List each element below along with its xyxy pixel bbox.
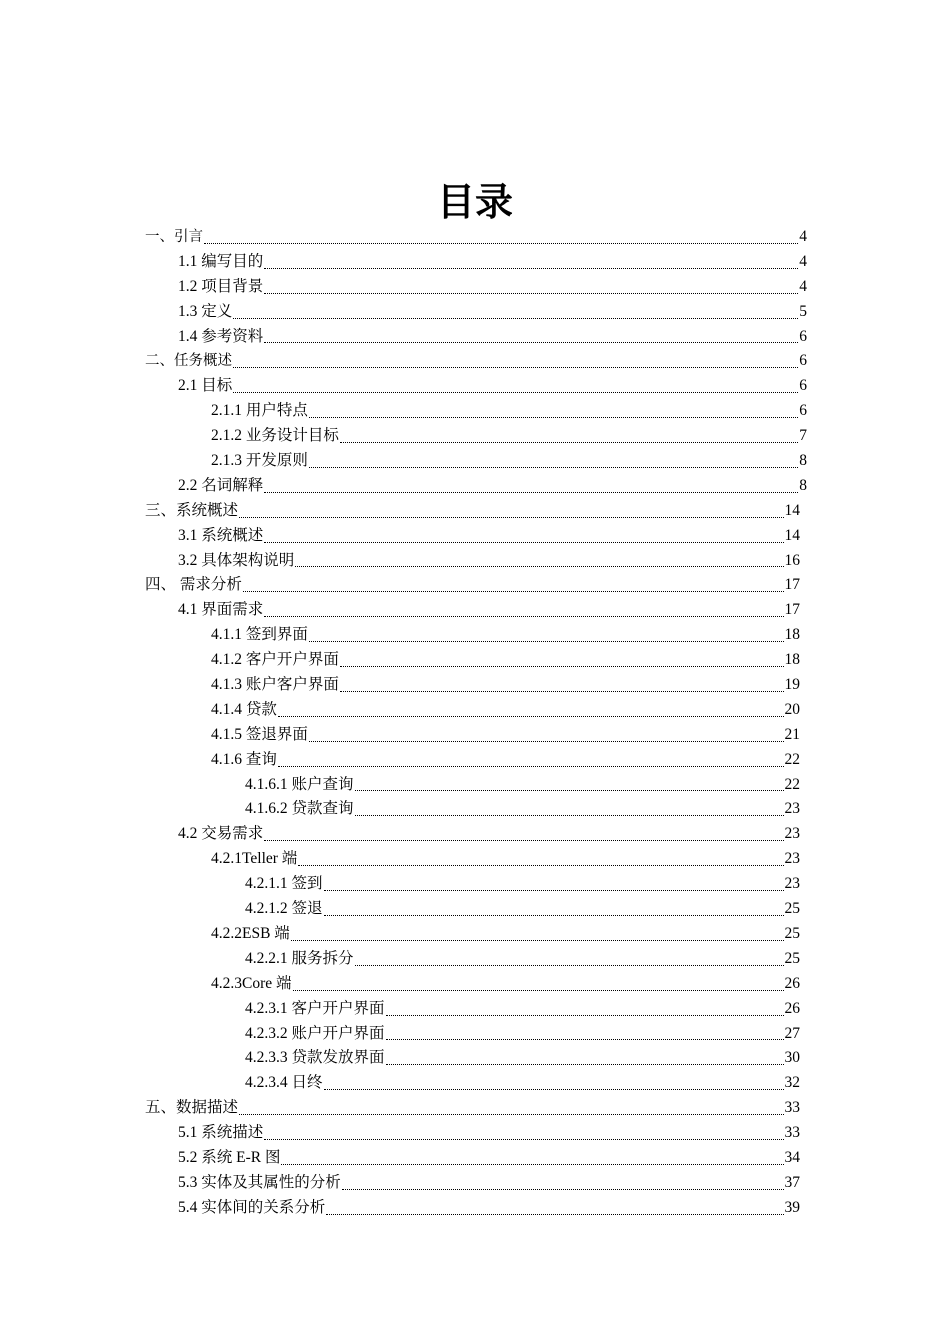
toc-entry-label: 三、系统概述 (145, 501, 239, 519)
toc-entry-label: 五、数据描述 (145, 1099, 239, 1117)
toc-entry-label: 3.1 系统概述 (178, 526, 264, 544)
toc-entry-label: 2.1.3 开发原则 (211, 452, 308, 470)
toc-entry-page-number: 34 (784, 1148, 800, 1166)
toc-entry[interactable] (0, 1022, 950, 1047)
toc-entry[interactable] (0, 997, 950, 1022)
table-of-contents (0, 225, 950, 1221)
toc-entry-page-number: 16 (784, 551, 800, 569)
toc-entry[interactable] (0, 399, 950, 424)
toc-dot-leader (264, 325, 798, 350)
toc-entry-page-number: 23 (784, 875, 800, 893)
toc-dot-leader (233, 349, 798, 374)
toc-entry[interactable] (0, 374, 950, 399)
toc-entry-label: 一、引言 (145, 229, 203, 245)
toc-entry-label: 4.2.1Teller 端 (211, 850, 298, 868)
toc-entry[interactable] (0, 499, 950, 524)
toc-dot-leader (309, 399, 798, 424)
toc-entry-label: 4.2.1.1 签到 (245, 875, 323, 893)
toc-entry[interactable] (0, 648, 950, 673)
toc-entry-label: 4.1.2 客户开户界面 (211, 651, 339, 669)
toc-entry-page-number: 32 (784, 1074, 800, 1092)
toc-entry-page-number: 39 (784, 1198, 800, 1216)
toc-entry-label: 4.2.3.1 客户开户界面 (245, 999, 385, 1017)
toc-entry-page-number: 21 (784, 725, 800, 743)
page-title: 目录 (436, 180, 513, 224)
toc-dot-leader (264, 474, 798, 499)
toc-dot-leader (281, 1146, 783, 1171)
toc-dot-leader (309, 449, 798, 474)
toc-dot-leader (239, 499, 783, 524)
toc-dot-leader (291, 922, 784, 947)
toc-dot-leader (340, 648, 784, 673)
toc-entry-label: 5.2 系统 E-R 图 (178, 1148, 281, 1166)
toc-entry[interactable] (0, 225, 950, 250)
toc-entry-label: 4.1.6.1 账户查询 (245, 775, 354, 793)
toc-entry-page-number: 18 (784, 626, 800, 644)
toc-dot-leader (355, 797, 784, 822)
toc-entry[interactable] (0, 897, 950, 922)
toc-entry[interactable] (0, 549, 950, 574)
toc-entry[interactable] (0, 1096, 950, 1121)
toc-dot-leader (264, 1121, 783, 1146)
toc-entry[interactable] (0, 449, 950, 474)
toc-entry[interactable] (0, 872, 950, 897)
toc-entry[interactable] (0, 1196, 950, 1221)
toc-entry[interactable] (0, 1046, 950, 1071)
toc-dot-leader (233, 300, 798, 325)
toc-dot-leader (324, 872, 784, 897)
toc-dot-leader (340, 673, 784, 698)
toc-entry-label: 二、任务概述 (145, 353, 232, 370)
toc-entry-page-number: 17 (784, 601, 800, 619)
toc-entry-page-number: 25 (784, 924, 800, 942)
toc-entry-page-number: 26 (784, 999, 800, 1017)
toc-entry-page-number: 7 (799, 427, 807, 445)
toc-entry-label: 4.2.2.1 服务拆分 (245, 949, 354, 967)
toc-entry[interactable] (0, 847, 950, 872)
toc-entry-page-number: 30 (784, 1049, 800, 1067)
toc-dot-leader (293, 972, 784, 997)
toc-entry[interactable] (0, 922, 950, 947)
toc-dot-leader (239, 1096, 783, 1121)
toc-entry[interactable] (0, 598, 950, 623)
toc-dot-leader (264, 598, 783, 623)
toc-entry-page-number: 18 (784, 651, 800, 669)
toc-entry[interactable] (0, 325, 950, 350)
toc-dot-leader (264, 275, 798, 300)
toc-entry[interactable] (0, 300, 950, 325)
toc-entry-page-number: 8 (799, 476, 807, 494)
toc-entry-page-number: 23 (784, 850, 800, 868)
toc-entry-page-number: 6 (799, 402, 807, 420)
toc-entry-label: 4.2.3.3 贷款发放界面 (245, 1049, 385, 1067)
toc-dot-leader (342, 1171, 784, 1196)
toc-entry-label: 4.2.2ESB 端 (211, 924, 290, 942)
toc-entry[interactable] (0, 947, 950, 972)
toc-entry-page-number: 25 (784, 949, 800, 967)
toc-entry-page-number: 23 (784, 800, 800, 818)
toc-dot-leader (355, 947, 784, 972)
toc-dot-leader (324, 897, 784, 922)
toc-entry-page-number: 17 (784, 576, 800, 594)
toc-dot-leader (264, 524, 783, 549)
toc-entry[interactable] (0, 797, 950, 822)
toc-entry-label: 3.2 具体架构说明 (178, 551, 295, 569)
toc-dot-leader (309, 723, 784, 748)
toc-entry-page-number: 4 (799, 228, 807, 245)
toc-dot-leader (295, 549, 783, 574)
toc-entry[interactable] (0, 773, 950, 798)
toc-entry-page-number: 14 (784, 526, 800, 544)
toc-entry[interactable] (0, 822, 950, 847)
toc-entry-label: 1.1 编写目的 (178, 252, 264, 270)
toc-entry[interactable] (0, 673, 950, 698)
toc-entry-label: 4.2.3.2 账户开户界面 (245, 1024, 385, 1042)
toc-entry-page-number: 4 (799, 252, 807, 270)
toc-entry[interactable] (0, 623, 950, 648)
toc-dot-leader (326, 1196, 783, 1221)
toc-entry-page-number: 4 (799, 277, 807, 295)
toc-entry-label: 4.2.3.4 日终 (245, 1074, 323, 1092)
toc-entry-page-number: 27 (784, 1024, 800, 1042)
toc-entry-page-number: 8 (799, 452, 807, 470)
toc-entry-label: 4.1.6 查询 (211, 750, 277, 768)
toc-entry-page-number: 25 (784, 900, 800, 918)
toc-entry-page-number: 37 (784, 1173, 800, 1191)
toc-entry[interactable] (0, 524, 950, 549)
toc-dot-leader (243, 573, 784, 598)
toc-entry-label: 4.2.1.2 签退 (245, 900, 323, 918)
toc-dot-leader (278, 698, 784, 723)
toc-entry-label: 4.1.5 签退界面 (211, 725, 308, 743)
toc-entry[interactable] (0, 723, 950, 748)
toc-entry-label: 2.2 名词解释 (178, 476, 264, 494)
toc-dot-leader (340, 424, 798, 449)
toc-entry-label: 5.4 实体间的关系分析 (178, 1198, 326, 1216)
toc-dot-leader (386, 1022, 784, 1047)
toc-entry-label: 5.3 实体及其属性的分析 (178, 1173, 341, 1191)
toc-entry-label: 1.3 定义 (178, 302, 233, 320)
toc-entry-label: 4.1.4 贷款 (211, 700, 277, 718)
toc-entry[interactable] (0, 349, 950, 374)
toc-entry-label: 4.1.6.2 贷款查询 (245, 800, 354, 818)
toc-entry-label: 2.1.2 业务设计目标 (211, 427, 339, 445)
toc-entry-page-number: 26 (784, 974, 800, 992)
toc-entry-label: 4.1.3 账户客户界面 (211, 676, 339, 694)
toc-entry-label: 4.1 界面需求 (178, 601, 264, 619)
toc-entry[interactable] (0, 972, 950, 997)
toc-dot-leader (386, 1046, 784, 1071)
toc-entry-label: 4.2 交易需求 (178, 825, 264, 843)
toc-entry-page-number: 33 (784, 1124, 800, 1142)
toc-entry-page-number: 33 (784, 1099, 800, 1117)
toc-entry[interactable] (0, 424, 950, 449)
toc-entry-page-number: 5 (799, 302, 807, 320)
toc-dot-leader (264, 250, 798, 275)
toc-dot-leader (204, 225, 798, 250)
toc-entry-page-number: 6 (799, 377, 807, 395)
toc-dot-leader (233, 374, 798, 399)
toc-entry-page-number: 22 (784, 750, 800, 768)
toc-entry-label: 四、 需求分析 (145, 576, 242, 594)
toc-entry[interactable] (0, 250, 950, 275)
toc-entry-label: 4.1.1 签到界面 (211, 626, 308, 644)
toc-entry[interactable] (0, 698, 950, 723)
toc-entry[interactable] (0, 1171, 950, 1196)
toc-dot-leader (298, 847, 783, 872)
toc-entry[interactable] (0, 1121, 950, 1146)
toc-entry-label: 2.1.1 用户特点 (211, 402, 308, 420)
toc-entry-page-number: 23 (784, 825, 800, 843)
toc-entry-page-number: 6 (799, 352, 807, 370)
toc-entry[interactable] (0, 275, 950, 300)
toc-entry[interactable] (0, 474, 950, 499)
toc-entry-page-number: 22 (784, 775, 800, 793)
toc-entry-page-number: 6 (799, 327, 807, 345)
toc-entry-label: 2.1 目标 (178, 377, 233, 395)
toc-dot-leader (324, 1071, 784, 1096)
toc-dot-leader (264, 822, 783, 847)
toc-dot-leader (278, 748, 784, 773)
toc-dot-leader (355, 773, 784, 798)
toc-entry-page-number: 19 (784, 676, 800, 694)
toc-entry[interactable] (0, 748, 950, 773)
toc-dot-leader (386, 997, 784, 1022)
toc-entry-page-number: 20 (784, 700, 800, 718)
toc-entry-label: 5.1 系统描述 (178, 1124, 264, 1142)
toc-entry-label: 1.4 参考资料 (178, 327, 264, 345)
toc-entry[interactable] (0, 573, 950, 598)
toc-dot-leader (309, 623, 784, 648)
toc-entry[interactable] (0, 1146, 950, 1171)
toc-entry-page-number: 14 (784, 501, 800, 519)
toc-entry[interactable] (0, 1071, 950, 1096)
toc-entry-label: 4.2.3Core 端 (211, 974, 292, 992)
toc-entry-label: 1.2 项目背景 (178, 277, 264, 295)
